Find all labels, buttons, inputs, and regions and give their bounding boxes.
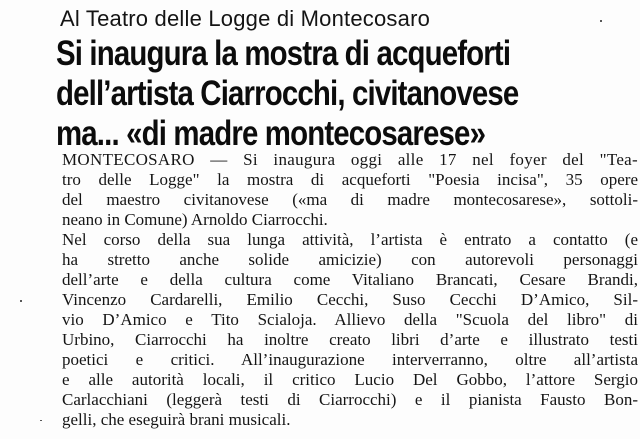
body-line: poetici e critici. All’inaugurazione interverranno, oltre all’artista <box>62 350 638 369</box>
body-line: MONTECOSARO — Si inaugura oggi alle 17 nel foyer del "Tea- <box>62 150 638 169</box>
body-line: del maestro civitanovese («ma di madre montecosarese», sottoli- <box>62 190 638 209</box>
print-speck <box>600 20 602 22</box>
article-headline <box>56 34 543 154</box>
body-line: Nel corso della sua lunga attività, l’artista è entrato a contatto (e <box>62 230 638 249</box>
headline-line: ma... «di madre montecosarese» <box>56 114 486 153</box>
body-line: Vincenzo Cardarelli, Emilio Cecchi, Suso Cecchi D’Amico, Sil- <box>62 290 638 309</box>
body-line: ha stretto anche solide amicizie) con autorevoli personaggi <box>62 250 638 269</box>
body-line: e alle autorità locali, il critico Lucio Del Gobbo, l’attore Sergio <box>62 370 638 389</box>
article-kicker: Al Teatro delle Logge di Montecosaro <box>60 6 431 31</box>
headline-line: dell’artista Ciarrocchi, civitanovese <box>56 74 519 113</box>
print-speck <box>40 420 42 421</box>
body-line: Carlacchiani (leggerà testi di Ciarrocchi) e il pianista Fausto Bon- <box>62 390 638 409</box>
print-speck <box>20 300 22 302</box>
body-line: gelli, che eseguirà brani musicali. <box>62 410 291 429</box>
body-line: vio D’Amico e Tito Scialoja. Allievo della "Scuola del libro" di <box>62 310 638 329</box>
body-line: dell’arte e della cultura come Vitaliano Brancati, Cesare Brandi, <box>62 270 638 289</box>
body-line: neano in Comune) Arnoldo Ciarrocchi. <box>62 210 328 229</box>
body-line: tro delle Logge" la mostra di acqueforti "Poesia incisa", 35 opere <box>62 170 638 189</box>
article-body <box>62 150 638 430</box>
body-line: Urbino, Ciarrocchi ha inoltre creato libri d’arte e illustrato testi <box>62 330 638 349</box>
headline-line: Si inaugura la mostra di acqueforti <box>56 34 511 73</box>
